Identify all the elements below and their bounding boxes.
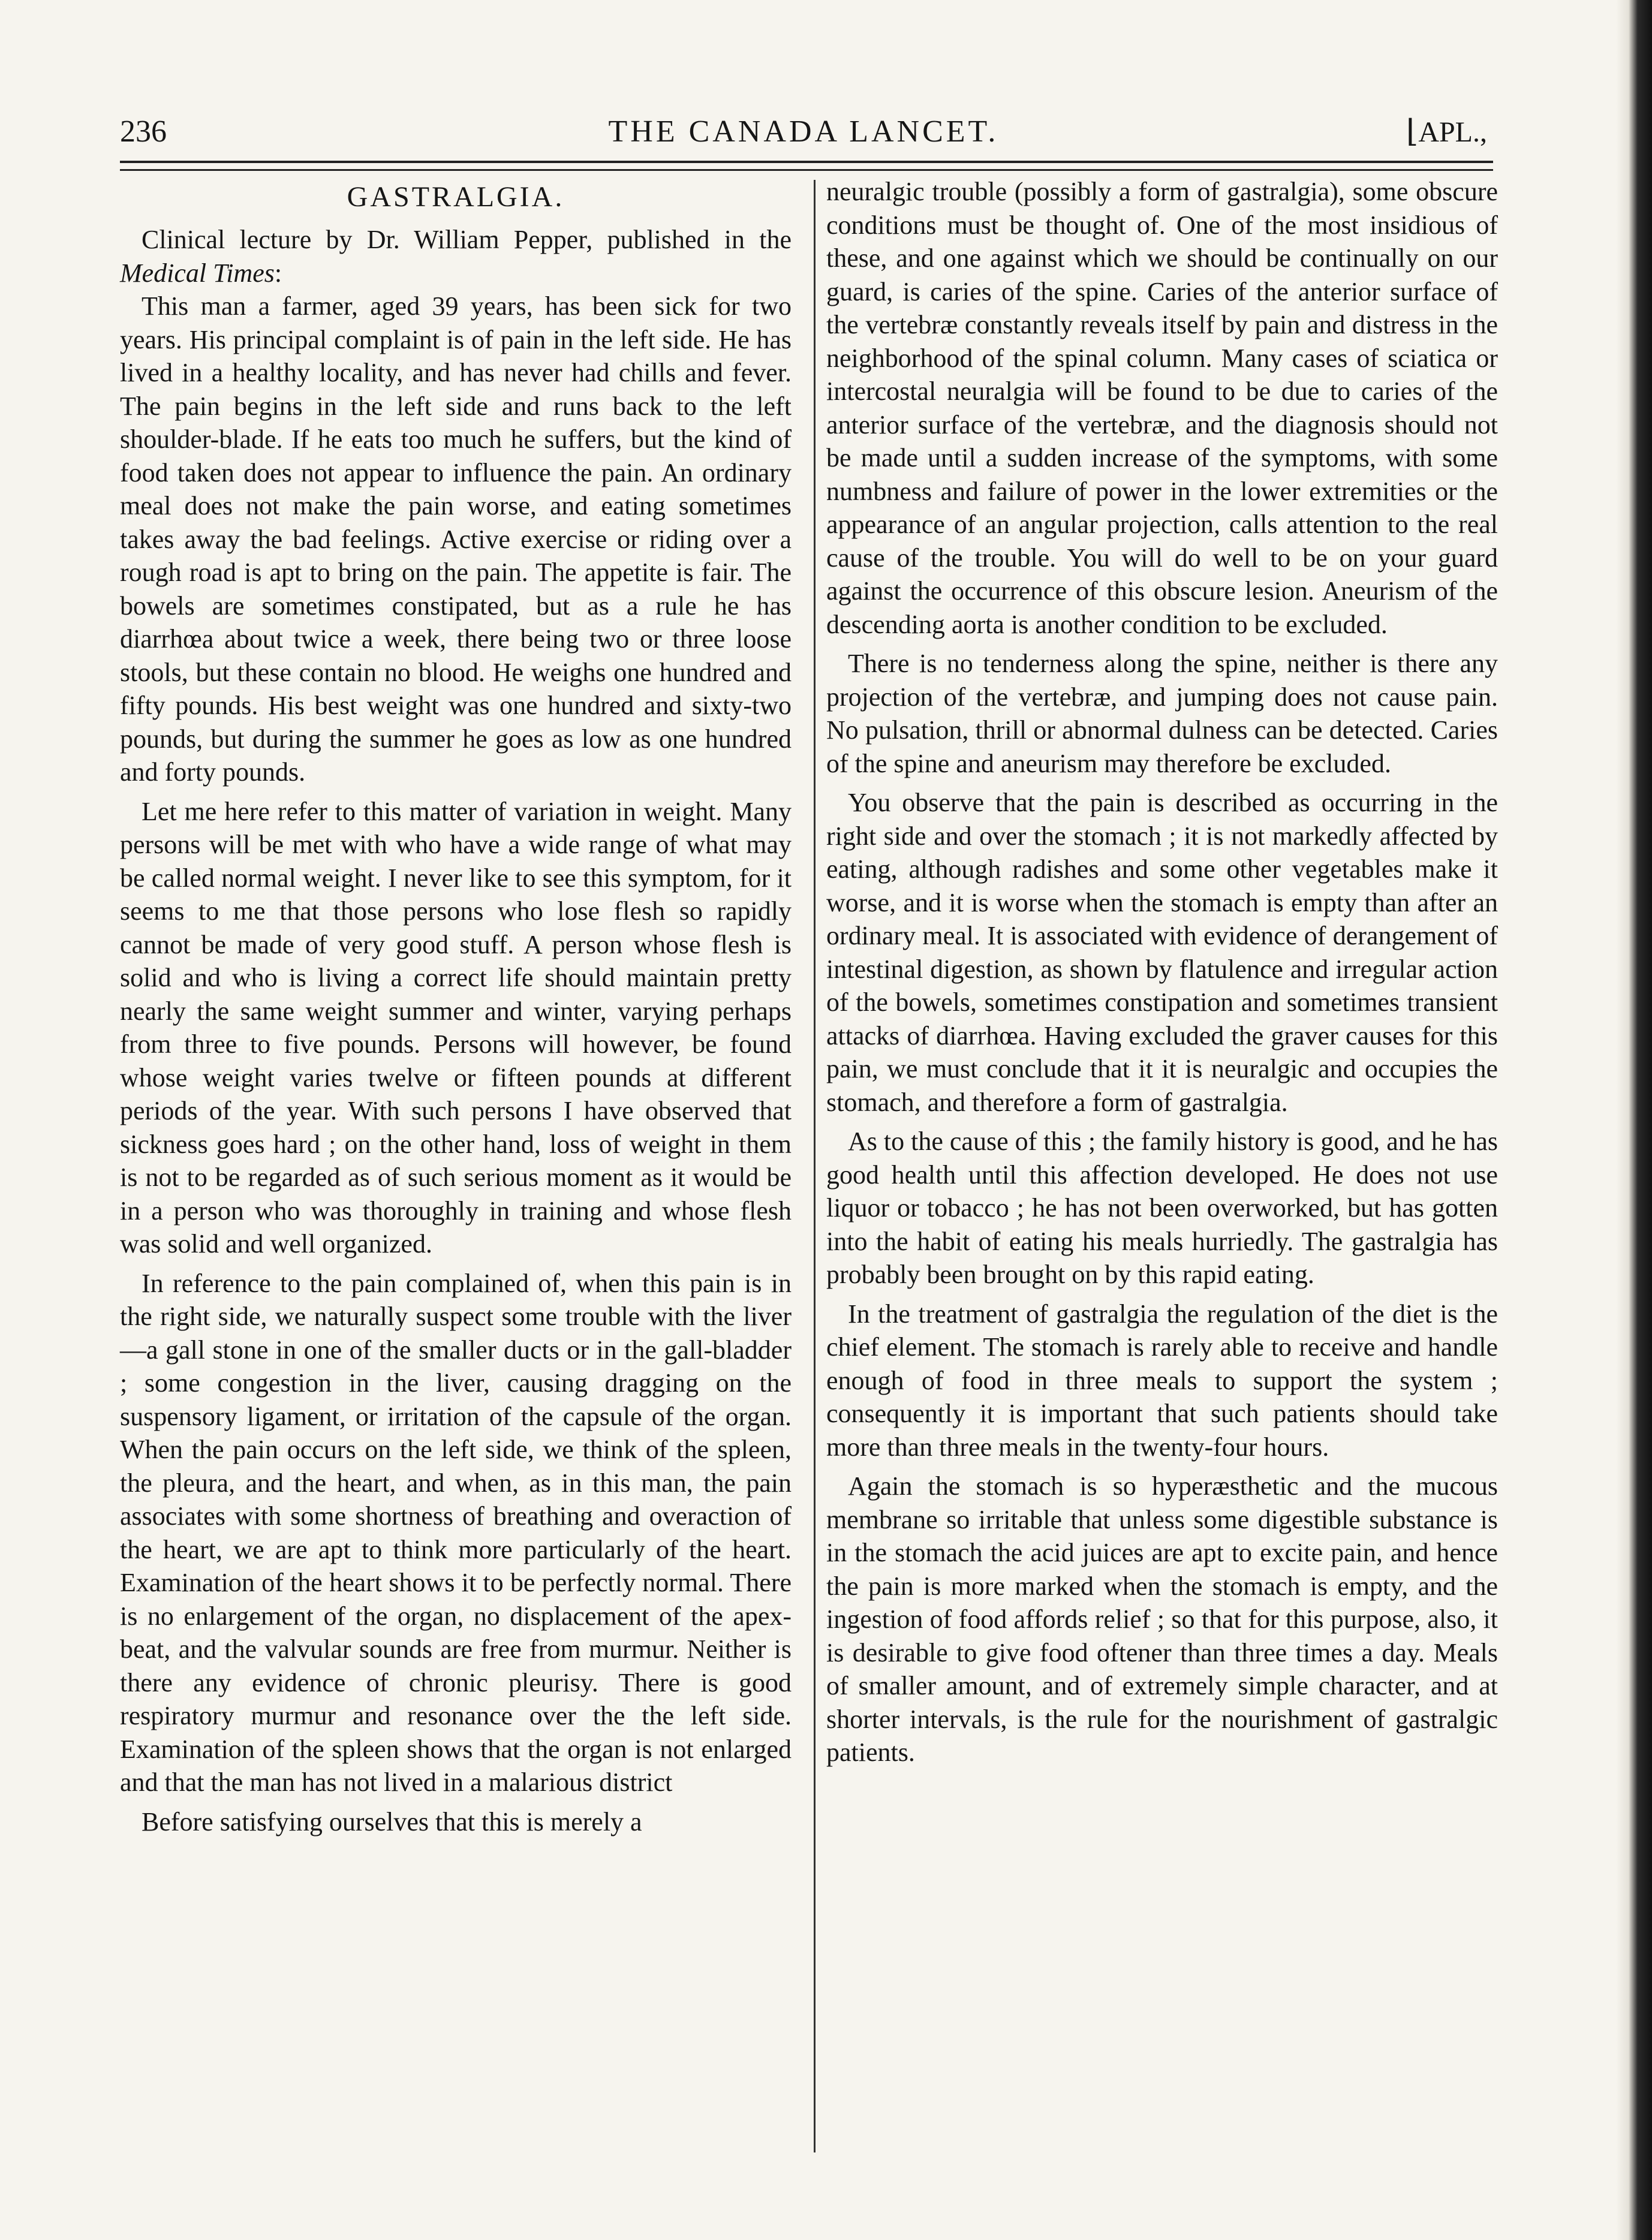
intro-prefix: Clinical lecture by Dr. William Pepper, published in the <box>142 225 792 254</box>
page-number: 236 <box>120 115 167 149</box>
paragraph: Before satisfying ourselves that this is merely a <box>142 1807 642 1836</box>
paragraph: Let me here refer to this matter of variation in weight. Many persons will be met with who have a wide range of what may be called normal weight. I never like to see this symptom, for it seems to me that those persons who lose flesh so rapidly cannot be made of very good stuff. A person whose flesh is solid and who is living a correct life should maintain pretty nearly the same weight summer and winter, varying perhaps from three to five pounds. Persons will however, be found whose weight varies twelve or fifteen pounds at different periods of the year. With such persons I have observed that sickness goes hard ; on the other hand, loss of weight in them is not to be regarded as of such serious moment as it would be in a person who was thoroughly in training and whose flesh was solid and well organized. <box>120 796 792 1259</box>
issue-text: APL., <box>1418 116 1487 148</box>
issue-label <box>1406 108 1487 156</box>
article-title: GASTRALGIA. <box>347 181 565 213</box>
left-column <box>120 175 792 1844</box>
bracket-glyph: ⌊ <box>1406 115 1419 149</box>
page-binding-edge <box>1616 0 1652 2240</box>
paragraph-continued: neuralgic trouble (possibly a form of gastralgia), some obscure conditions must be thought of. One of the most insidious of these, and one against which we should be continually on our guard, is caries of the spine. Caries of the anterior surface of the vertebræ constantly reveals itself by pain and distress in the neighborhood of the spinal column. Many cases of sciatica or intercostal neuralgia will be found to be due to caries of the anterior surface of the vertebræ, and the diagnosis should not be made until a sudden increase of the symptoms, with some numbness and failure of power in the lower extremities or the appearance of an angular projection, calls attention to the real cause of the trouble. You will do well to be on your guard against the occurrence of this obscure lesion. Aneurism of the descending aorta is another condition to be excluded. <box>826 177 1498 639</box>
paragraph: As to the cause of this ; the family history is good, and he has good health until this affection developed. He does not use liquor or tobacco ; he has not been overworked, but has gotten into the habit of eating his meals hurriedly. The gastralgia has probably been brought on by this rapid eating. <box>826 1127 1498 1289</box>
article-intro <box>120 223 792 290</box>
intro-suffix: : <box>274 258 282 288</box>
header-rule-bottom <box>120 169 1493 171</box>
paragraph: Again the stomach is so hyperæsthetic and the mucous membrane so irritable that unless some digestible substance is in the stomach the acid juices are apt to excite pain, and hence the pain is more marked when the stomach is empty, and the ingestion of food affords relief ; so that for this purpose, also, it is desirable to give food oftener than three times a day. Meals of smaller amount, and of extremely simple character, and at shorter intervals, is the rule for the nourishment of gastralgic patients. <box>826 1471 1498 1767</box>
paragraph: In the treatment of gastralgia the regulation of the diet is the chief element. The stomach is rarely able to receive and handle enough of food in three meals to support the system ; consequently it is important that such patients should take more than three meals in the twenty-four hours. <box>826 1299 1498 1462</box>
paragraph: There is no tenderness along the spine, neither is there any projection of the vertebræ, and jumping does not cause pain. No pulsation, thrill or abnormal dulness can be detected. Caries of the spine and aneurism may therefore be excluded. <box>826 649 1498 778</box>
paragraph: You observe that the pain is described as occurring in the right side and over the stomach ; it is not markedly affected by eating, although radishes and some other vegetables make it worse, and it is worse when the stomach is empty than after an ordinary meal. It is associated with evidence of derangement of intestinal digestion, as shown by flatulence and irregular action of the bowels, sometimes constipation and sometimes transient attacks of diarrhœa. Having excluded the graver causes for this pain, we must conclude that it it is neuralgic and occupies the stomach, and therefore a form of gastralgia. <box>826 788 1498 1117</box>
running-header <box>120 108 1487 156</box>
journal-name: Medical Times <box>120 258 275 288</box>
paragraph: This man a farmer, aged 39 years, has been sick for two years. His principal complaint is of pain in the left side. He has lived in a healthy locality, and has never had chills and fever. The pain begins in the left side and runs back to the left shoulder-blade. If he eats too much he suffers, but the kind of food taken does not appear to influence the pain. An ordinary meal does not make the pain worse, and eating sometimes takes away the bad feelings. Active exercise or riding over a rough road is apt to bring on the pain. The appetite is fair. The bowels are sometimes constipated, but as a rule he has diarrhœa about twice a week, there being two or three loose stools, but these contain no blood. He weighs one hundred and fifty pounds. His best weight was one hundred and sixty-two pounds, but during the summer he goes as low as one hundred and forty pounds. <box>120 291 792 787</box>
journal-title: THE CANADA LANCET. <box>608 115 999 149</box>
column-divider <box>814 180 816 2152</box>
right-column <box>826 175 1498 1775</box>
paragraph: In reference to the pain complained of, when this pain is in the right side, we naturally suspect some trouble with the liver—a gall stone in one of the smaller ducts or in the gall-bladder ; some congestion in the liver, causing dragging on the suspensory ligament, or irritation of the capsule of the organ. When the pain occurs on the left side, we think of the spleen, the pleura, and the heart, and when, as in this man, the pain associates with some shortness of breathing and overaction of the heart, we are apt to think more particularly of the heart. Examination of the heart shows it to be perfectly normal. There is no enlargement of the organ, no displacement of the apex-beat, and the valvular sounds are free from murmur. Neither is there any evidence of chronic pleurisy. There is good respiratory murmur and resonance over the the left side. Examination of the spleen shows that the organ is not enlarged and that the man has not lived in a malarious district <box>120 1268 792 1797</box>
header-rule-top <box>120 161 1493 163</box>
